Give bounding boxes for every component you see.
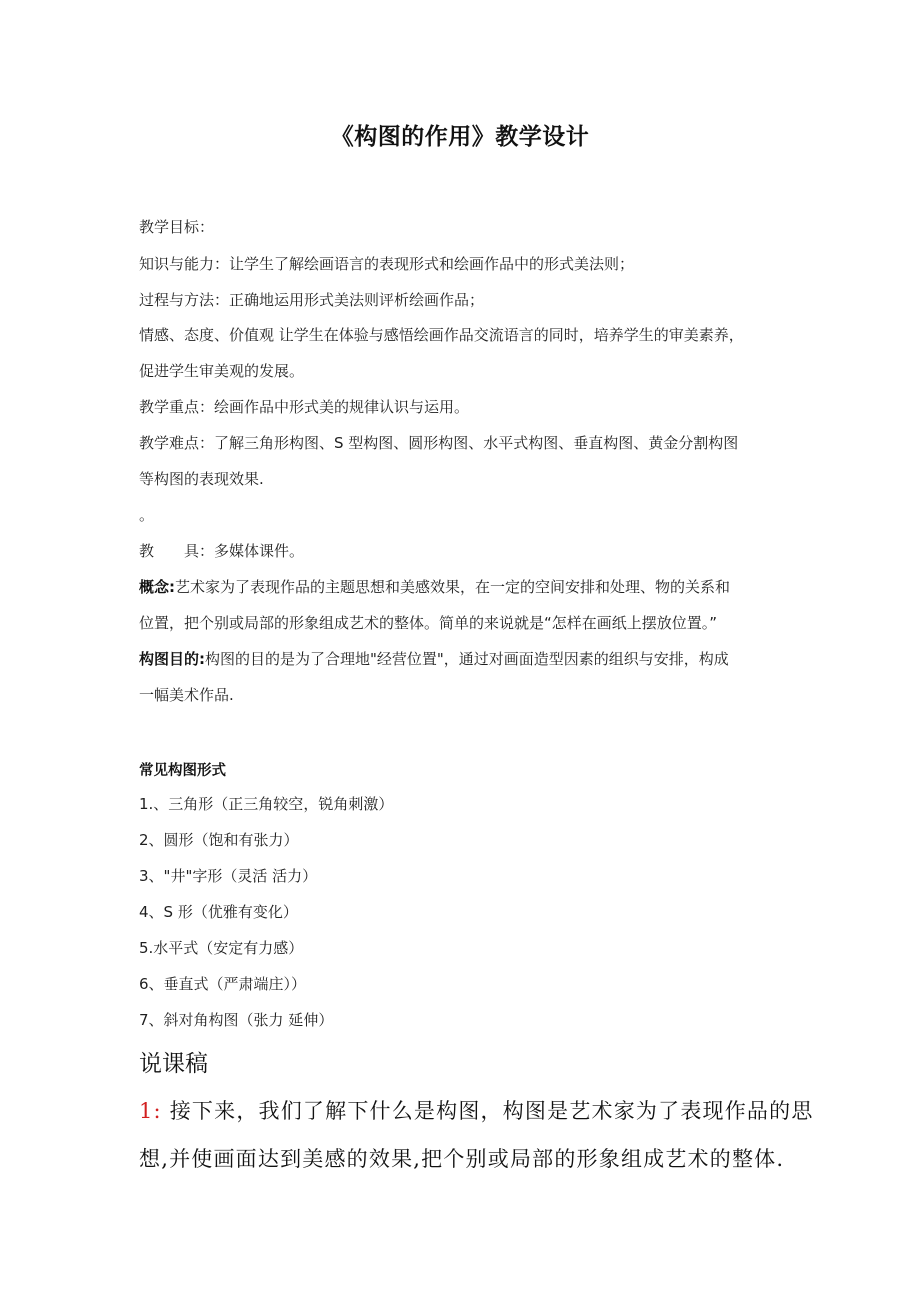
purpose-line2: 一幅美术作品. [139, 686, 234, 704]
concept-line2: 位置，把个别或局部的形象组成艺术的整体。简单的来说就是“怎样在画纸上摆放位置。” [139, 614, 718, 632]
purpose-line1 [139, 649, 799, 669]
form-item: 2、圆形（饱和有张力） [139, 831, 299, 849]
form-item: 4、S 形（优雅有变化） [139, 903, 298, 921]
difficulty-line1: 教学难点：了解三角形构图、S 型构图、圆形构图、水平式构图、垂直构图、黄金分割构图 [139, 434, 739, 452]
concept-line1 [139, 577, 799, 597]
speech-title: 说课稿 [139, 1051, 208, 1077]
teaching-tools: 教 具：多媒体课件。 [139, 542, 305, 560]
objective-knowledge: 知识与能力：让学生了解绘画语言的表现形式和绘画作品中的形式美法则； [139, 255, 635, 273]
speech-line1 [139, 1096, 814, 1126]
concept-label: 概念: [139, 578, 175, 596]
form-item: 7、斜对角构图（张力 延伸） [139, 1011, 334, 1029]
form-item: 5.水平式（安定有力感） [139, 939, 304, 957]
objective-process: 过程与方法：正确地运用形式美法则评析绘画作品； [139, 291, 485, 309]
forms-heading: 常见构图形式 [139, 763, 226, 779]
period-mark: 。 [139, 506, 155, 524]
form-item: 1.、三角形（正三角较空，锐角刺激） [139, 795, 394, 813]
speech-text-1: 接下来，我们了解下什么是构图，构图是艺术家为了表现作品的思 [169, 1099, 814, 1123]
difficulty-line2: 等构图的表现效果. [139, 470, 264, 488]
purpose-text-1: 构图的目的是为了合理地"经营位置"，通过对画面造型因素的组织与安排，构成 [205, 650, 729, 668]
objectives-heading: 教学目标： [139, 218, 215, 236]
objective-emotion-line1: 情感、态度、价值观 让学生在体验与感悟绘画作品交流语言的同时，培养学生的审美素养， [139, 326, 744, 344]
speech-line2: 想,并使画面达到美感的效果,把个别或局部的形象组成艺术的整体. [139, 1147, 785, 1171]
form-item: 3、"井"字形（灵活 活力） [139, 867, 318, 885]
document-title: 《构图的作用》教学设计 [330, 124, 590, 150]
speech-number: 1: [139, 1099, 162, 1123]
objective-emotion-line2: 促进学生审美观的发展。 [139, 362, 305, 380]
key-point: 教学重点：绘画作品中形式美的规律认识与运用。 [139, 398, 470, 416]
form-item: 6、垂直式（严肃端庄）） [139, 975, 307, 993]
purpose-label: 构图目的: [139, 650, 205, 668]
concept-text-1: 艺术家为了表现作品的主题思想和美感效果，在一定的空间安排和处理、物的关系和 [175, 578, 731, 596]
